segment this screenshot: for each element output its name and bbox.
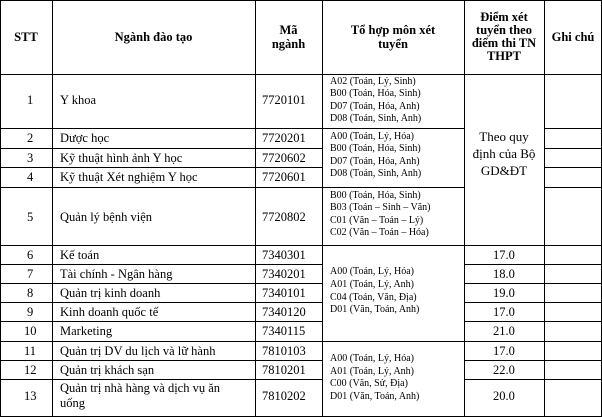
row-major-code: 7720602 — [262, 151, 306, 165]
header-code — [255, 0, 322, 74]
score-divider — [464, 321, 544, 322]
row-stt: 7 — [27, 267, 34, 281]
row-stt: 6 — [27, 248, 34, 262]
row-stt: 5 — [27, 210, 34, 224]
merged-score-line: định của Bộ — [472, 146, 536, 161]
combo-item: A00 (Toán, Lý, Hóa) — [330, 131, 414, 142]
score-divider — [464, 302, 544, 303]
row-stt: 9 — [27, 305, 34, 319]
row-major-code: 7810202 — [262, 389, 306, 403]
combo-item: D01 (Văn, Toán, Anh) — [330, 390, 420, 402]
combo-item: A01 (Toán, Lý, Anh) — [330, 365, 415, 377]
combo-item: A02 (Toán, Lý, Sinh) — [330, 76, 416, 87]
row-stt: 1 — [27, 93, 34, 107]
row-major-name-line1: Quản trị nhà hàng và dịch vụ ăn — [60, 381, 221, 395]
note-divider — [544, 187, 602, 188]
combo-divider — [322, 128, 464, 129]
row-stt: 2 — [27, 131, 34, 145]
note-divider — [544, 148, 602, 149]
combo-item: D08 (Toán, Sinh, Anh) — [330, 168, 422, 180]
row-major-name: Kinh doanh quốc tế — [60, 305, 159, 319]
score-divider — [464, 245, 544, 246]
row-major-code: 7810201 — [262, 363, 306, 377]
row-major-code: 7720201 — [262, 131, 306, 145]
note-divider — [544, 283, 602, 284]
header-score-line1: Điểm xét — [480, 10, 528, 24]
row-score: 17.0 — [493, 248, 515, 262]
row-divider — [0, 360, 322, 361]
score-divider — [464, 379, 544, 380]
row-score: 18.0 — [493, 267, 515, 281]
row-major-code: 7720802 — [262, 210, 306, 224]
row-score: 17.0 — [493, 344, 515, 358]
row-major-code: 7340120 — [262, 305, 306, 319]
header-major — [52, 0, 255, 74]
combo-item: C02 (Văn – Toán – Hóa) — [330, 227, 429, 239]
header-note — [544, 0, 602, 74]
row-major-name: Quản lý bệnh viện — [60, 210, 152, 224]
combo-item: B00 (Toán, Hóa, Sinh) — [330, 88, 421, 100]
header-combo — [322, 0, 464, 74]
row-divider — [0, 283, 322, 284]
row-major-name-line2: uống — [60, 396, 85, 410]
combo-item: D07 (Toán, Hóa, Anh) — [330, 100, 420, 112]
score-divider — [464, 264, 544, 265]
row-divider — [0, 245, 322, 246]
table-border-left — [0, 0, 1, 417]
row-major-code: 7340101 — [262, 286, 306, 300]
header-score-line2: tuyển theo — [476, 23, 532, 37]
row-divider — [0, 302, 322, 303]
combo-item: A01 (Toán, Lý, Anh) — [330, 278, 415, 290]
note-divider — [544, 167, 602, 168]
row-major-name: Quản trị kinh doanh — [60, 286, 161, 300]
row-divider — [0, 321, 322, 322]
note-divider — [544, 341, 602, 342]
col-divider — [464, 0, 465, 417]
table-border-top — [0, 0, 602, 1]
combo-item: D07 (Toán, Hóa, Anh) — [330, 155, 420, 167]
row-major-name: Quản trị khách sạn — [60, 363, 155, 377]
row-score: 17.0 — [493, 305, 515, 319]
header-note-label: Ghi chú — [551, 30, 595, 44]
row-score: 22.0 — [493, 363, 515, 377]
row-score: 21.0 — [493, 324, 515, 338]
row-stt: 3 — [27, 151, 34, 165]
merged-score-note — [464, 128, 544, 179]
note-divider — [544, 245, 602, 246]
col-divider — [544, 0, 545, 417]
row-divider — [0, 379, 322, 380]
row-divider — [0, 187, 322, 188]
header-stt — [0, 0, 52, 74]
note-divider — [544, 264, 602, 265]
header-combo-line1: Tổ hợp môn xét — [350, 23, 436, 37]
row-major-name: Y khoa — [60, 93, 96, 107]
row-major-code: 7720101 — [262, 93, 306, 107]
row-major-name: Kế toán — [60, 248, 100, 262]
combo-item: B00 (Toán, Hóa, Sinh) — [330, 190, 421, 201]
score-divider — [464, 341, 544, 342]
row-divider — [0, 148, 322, 149]
combo-item: B03 (Toán – Sinh – Văn) — [330, 202, 431, 214]
row-major-code: 7340201 — [262, 267, 306, 281]
header-score-line3: điểm thi TN — [471, 36, 537, 50]
merged-score-line: Theo quy — [479, 129, 529, 144]
combo-item: B00 (Toán, Hóa, Sinh) — [330, 143, 421, 155]
header-combo-line2: tuyển — [378, 37, 408, 51]
row-major-code: 7720601 — [262, 170, 306, 184]
row-score: 19.0 — [493, 286, 515, 300]
row-divider — [0, 341, 322, 342]
combo-item: D01 (Văn, Toán, Anh) — [330, 304, 420, 316]
note-divider — [544, 379, 602, 380]
header-stt-label: STT — [14, 30, 38, 44]
combo-item: A00 (Toán, Lý, Hóa) — [330, 353, 414, 364]
row-major-name: Dược học — [60, 131, 110, 145]
combo-divider — [322, 245, 464, 246]
col-divider — [255, 0, 256, 417]
row-major-name: Kỹ thuật Xét nghiệm Y học — [60, 170, 198, 184]
combo-divider — [322, 341, 464, 342]
row-major-name: Tài chính - Ngân hàng — [60, 267, 173, 281]
combo-item: C01 (Văn – Toán – Lý) — [330, 214, 424, 226]
combo-group-2 — [330, 131, 421, 181]
row-divider — [0, 264, 322, 265]
merged-score-line: GD&ĐT — [480, 163, 528, 178]
header-score — [464, 0, 544, 74]
combo-item: D08 (Toán, Sinh, Anh) — [330, 113, 422, 125]
row-divider — [0, 167, 322, 168]
row-score: 20.0 — [493, 389, 515, 403]
combo-divider — [322, 187, 464, 188]
combo-group-1 — [330, 76, 421, 126]
col-divider — [52, 0, 53, 417]
header-divider — [0, 74, 602, 75]
combo-item: C04 (Toán, Văn, Địa) — [330, 291, 417, 303]
header-score-line4: THPT — [486, 49, 522, 63]
row-stt: 8 — [27, 286, 34, 300]
row-major-name — [60, 381, 220, 411]
score-divider — [464, 283, 544, 284]
row-stt: 12 — [24, 363, 37, 377]
row-major-name: Quản trị DV du lịch và lữ hành — [60, 344, 216, 358]
header-code-line1: Mã — [279, 23, 298, 37]
score-divider — [464, 360, 544, 361]
combo-group-4 — [330, 266, 419, 317]
row-divider — [0, 128, 322, 129]
row-major-code: 7340115 — [262, 324, 306, 338]
row-stt: 13 — [24, 389, 37, 403]
row-stt: 10 — [24, 324, 37, 338]
note-divider — [544, 360, 602, 361]
combo-group-5 — [330, 353, 419, 403]
row-major-name: Marketing — [60, 324, 113, 338]
row-major-code: 7810103 — [262, 344, 306, 358]
note-divider — [544, 302, 602, 303]
header-major-label: Ngành đào tạo — [114, 30, 193, 44]
row-major-name: Kỹ thuật hình ảnh Y học — [60, 151, 183, 165]
combo-item: A00 (Toán, Lý, Hóa) — [330, 266, 414, 277]
combo-item: C00 (Văn, Sử, Địa) — [330, 378, 408, 390]
row-major-code: 7340301 — [262, 248, 306, 262]
row-stt: 11 — [24, 344, 37, 358]
header-code-line2: ngành — [271, 37, 306, 51]
note-divider — [544, 321, 602, 322]
col-divider — [322, 0, 323, 417]
row-stt: 4 — [27, 170, 34, 184]
combo-group-3 — [330, 190, 431, 240]
note-divider — [544, 128, 602, 129]
